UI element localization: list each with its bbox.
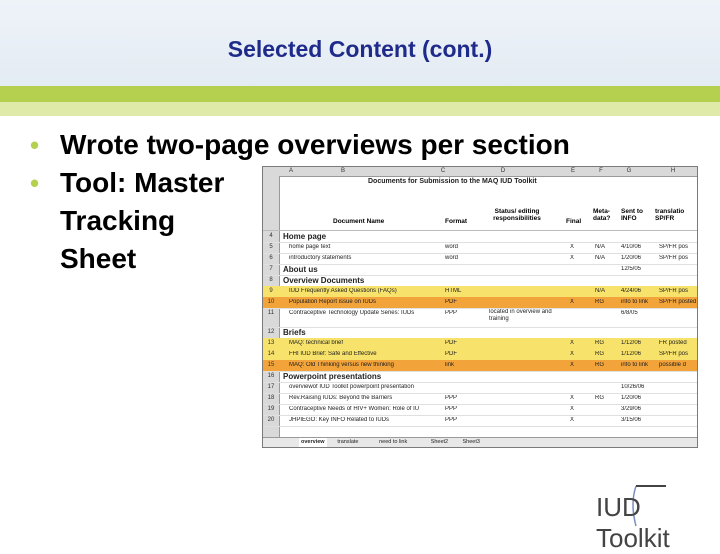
cell-name: MAQ: Old Thinking versus new thinking (289, 362, 394, 368)
sheet-tabs (263, 437, 697, 447)
column-letter[interactable]: B (340, 168, 345, 174)
sheet-tab[interactable]: Sheet2 (430, 439, 449, 445)
row-number: 11 (267, 310, 275, 316)
column-letter[interactable]: D (500, 168, 506, 174)
cell-translation: SP/FR pos (659, 255, 689, 261)
cell-sent: 4/10/06 (621, 244, 642, 250)
cell-name: Briefs (283, 328, 306, 337)
cell-name: Overview Documents (283, 276, 365, 285)
cell-meta: N/A (595, 288, 606, 294)
cell-name: overviewof IUD Toolkit powerpoint presentation (289, 384, 414, 390)
cell-format: word (445, 244, 459, 250)
table-row[interactable] (263, 415, 697, 427)
row-number: 18 (267, 395, 275, 401)
column-letter[interactable]: H (670, 168, 676, 174)
row-number: 10 (267, 299, 275, 305)
cell-sent: 1/20/06 (621, 395, 642, 401)
cell-translation: SP/FR posted (659, 299, 697, 305)
cell-final: X (570, 299, 575, 305)
cell-sent: 3/15/06 (621, 417, 642, 423)
cell-final: X (570, 362, 575, 368)
cell-meta: RG (595, 340, 604, 346)
cell-meta: RG (595, 299, 604, 305)
slide-title: Selected Content (cont.) (227, 36, 493, 62)
cell-name: About us (283, 265, 318, 274)
bullet-dot-icon: • (30, 130, 40, 160)
cell-name: JHPIEGO: Key INFO Related to IUDs (289, 417, 390, 423)
row-number: 19 (267, 406, 275, 412)
cell-name: Contraceptive Needs of HIV+ Women: Role of IU (289, 406, 420, 412)
row-number: 17 (267, 384, 275, 390)
cell-final: X (570, 395, 575, 401)
column-letter[interactable]: F (599, 168, 603, 174)
cell-name: MAQ: technical brief (289, 340, 344, 346)
cell-sent: 10/26/06 (621, 384, 645, 390)
row-number: 16 (267, 373, 275, 379)
cell-final: X (570, 244, 575, 250)
column-letter[interactable]: E (570, 168, 575, 174)
row-number: 14 (267, 351, 275, 357)
cell-name: home page text (289, 244, 331, 250)
cell-format: PDF (445, 351, 457, 357)
cell-format: PDF (445, 299, 457, 305)
cell-sent: 1/20/06 (621, 255, 642, 261)
cell-name: FHI IUD Brief: Safe and Effective (289, 351, 377, 357)
cell-name: Rev.Raising IUDs: Beyond the Barriers (289, 395, 393, 401)
cell-name: Population Report issue on IUDs (289, 299, 377, 305)
logo-text: IUD Toolkit (596, 492, 670, 553)
bullet-dot-icon: • (30, 168, 40, 198)
column-letter[interactable]: G (626, 168, 632, 174)
cell-meta: N/A (595, 255, 606, 261)
cell-meta: N/A (595, 244, 606, 250)
cell-name: IUD Frequently Asked Questions (FAQs) (289, 288, 397, 294)
cell-translation: SP/FR pos (659, 244, 689, 250)
row-number: 8 (269, 277, 273, 283)
cell-sent: 12/5/05 (621, 266, 642, 272)
sheet-tab[interactable]: translate (337, 439, 359, 445)
row-number: 20 (267, 417, 275, 423)
cell-format: PPP (445, 406, 458, 412)
cell-final: X (570, 417, 575, 423)
cell-final: X (570, 340, 575, 346)
cell-format: PPP (445, 417, 458, 423)
column-letter[interactable]: C (440, 168, 446, 174)
cell-format: PPP (445, 395, 458, 401)
bullet-1: • Wrote two-page overviews per section (30, 126, 710, 164)
cell-sent: 6/8/05 (621, 310, 638, 316)
cell-sent: 1/12/06 (621, 351, 642, 357)
sheet-tab[interactable]: overview (301, 439, 325, 445)
cell-name: Home page (283, 232, 327, 241)
cell-translation: SP/FR pos (659, 288, 689, 294)
sheet-tab[interactable]: need to link (379, 439, 408, 445)
row-number: 6 (269, 255, 273, 261)
cell-format: link (445, 362, 455, 368)
row-number: 5 (269, 244, 273, 250)
cell-format: word (445, 255, 459, 261)
cell-meta: RG (595, 362, 604, 368)
cell-name: introductory statements (289, 255, 352, 261)
row-number: 13 (267, 340, 275, 346)
row-number: 4 (269, 233, 273, 239)
cell-meta: RG (595, 351, 604, 357)
cell-format: PDF (445, 340, 457, 346)
row-number: 7 (269, 266, 273, 272)
cell-sent: info to link (621, 299, 649, 305)
cell-format: HTML (445, 288, 462, 294)
cell-final: X (570, 351, 575, 357)
cell-name: Powerpoint presentations (283, 372, 382, 381)
row-number: 9 (269, 288, 273, 294)
cell-translation: possible d (659, 362, 687, 368)
row-number: 12 (267, 329, 275, 335)
cell-sent: 4/24/06 (621, 288, 642, 294)
cell-translation: FR posted (659, 340, 687, 346)
cell-format: PPP (445, 310, 458, 316)
cell-translation: SP/FR pos (659, 351, 689, 357)
sheet-title: Documents for Submission to the MAQ IUD Toolkit (368, 178, 537, 185)
table-row[interactable] (263, 308, 697, 328)
cell-sent: 1/12/06 (621, 340, 642, 346)
cell-final: X (570, 406, 575, 412)
row-number: 15 (267, 362, 275, 368)
column-letter[interactable]: A (288, 168, 293, 174)
header-row: Document Name Format Status/ editing responsibilities Final Meta-data? Sent to INFO translatio SP/FR (263, 200, 697, 231)
cell-name: Contraceptive Technology Update Series: IUDs (289, 310, 415, 316)
accent-band (0, 86, 720, 102)
cell-sent: 3/29/06 (621, 406, 642, 412)
cell-sent: info to link (621, 362, 649, 368)
accent-band-light (0, 102, 720, 116)
sheet-tab[interactable]: Sheet3 (462, 439, 480, 445)
cell-meta: RG (595, 395, 604, 401)
cell-final: X (570, 255, 575, 261)
cell-status: located in overview and training (489, 309, 552, 322)
column-headers (263, 167, 697, 177)
bullet-2: • Tool: Master Tracking Sheet (30, 164, 250, 278)
tracking-spreadsheet (262, 166, 698, 448)
